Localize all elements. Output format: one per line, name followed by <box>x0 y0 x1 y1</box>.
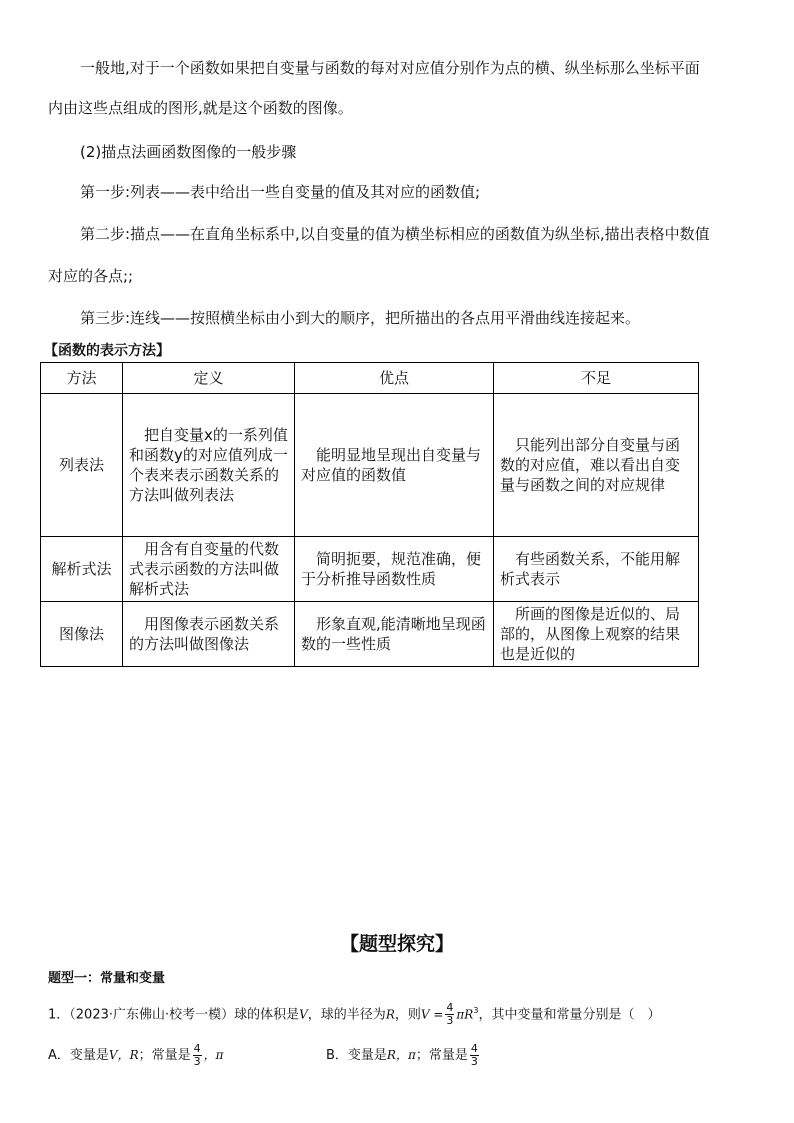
header-method: 方法 <box>41 363 123 394</box>
method-definition: 用图像表示函数关系的方法叫做图像法 <box>123 602 295 667</box>
q1-formula-exp: 3 <box>473 1006 479 1015</box>
method-disadvantage: 所画的图像是近似的、局部的，从图像上观察的结果也是近似的 <box>494 602 699 667</box>
q1-suffix: ，其中变量和常量分别是（ ） <box>478 1007 661 1023</box>
q1-mid2: ，则 <box>394 1007 421 1023</box>
q1-frac-num: 4 <box>446 1001 454 1015</box>
method-definition: 把自变量x的一系列值和函数y的对应值列成一个表来表示函数关系的方法叫做列表法 <box>123 394 295 537</box>
header-advantage: 优点 <box>295 363 494 394</box>
method-definition: 用含有自变量的代数式表示函数的方法叫做解析式法 <box>123 537 295 602</box>
option-b-const-label: ；常量是 <box>415 1048 468 1063</box>
q1-prefix: 1．（2023·广东佛山·校考一模）球的体积是 <box>48 1007 300 1023</box>
option-b-vars: R，π <box>386 1048 416 1062</box>
table-row <box>41 602 699 667</box>
option-a-frac-num: 4 <box>193 1042 201 1055</box>
q1-frac-den: 3 <box>446 1014 454 1028</box>
section-heading: 【题型探究】 <box>339 933 454 955</box>
method-disadvantage: 只能列出部分自变量与函数的对应值，难以看出自变量与函数之间的对应规律 <box>494 394 699 537</box>
option-a-const-label: ；常量是 <box>138 1048 191 1063</box>
step-1: 第一步:列表——表中给出一些自变量的值及其对应的函数值; <box>80 183 481 201</box>
steps-title: (2)描点法画函数图像的一般步骤 <box>80 143 297 161</box>
section-label: 【函数的表示方法】 <box>44 343 170 359</box>
option-b-label: B．变量是 <box>326 1048 387 1063</box>
option-b-fraction <box>470 1043 479 1068</box>
q1-formula-rest: πR <box>456 1007 474 1022</box>
step-3: 第三步:连线——按照横坐标由小到大的顺序，把所描出的各点用平滑曲线连接起来。 <box>80 309 641 327</box>
option-b[interactable] <box>326 1043 481 1068</box>
methods-table <box>40 362 699 667</box>
method-advantage: 形象直观,能清晰地呈现函数的一些性质 <box>295 602 494 667</box>
option-a-label: A．变量是 <box>48 1048 109 1063</box>
option-a-fraction <box>193 1043 202 1068</box>
method-advantage: 能明显地呈现出自变量与对应值的函数值 <box>295 394 494 537</box>
question-type: 题型一：常量和变量 <box>48 971 166 986</box>
option-b-frac-den: 3 <box>470 1055 478 1068</box>
table-row <box>41 394 699 537</box>
method-name: 解析式法 <box>41 537 123 602</box>
q1-var-r: R <box>385 1007 395 1022</box>
option-a-vars: V，R <box>108 1048 139 1062</box>
q1-formula-lhs: V = <box>420 1007 444 1022</box>
method-advantage: 简明扼要，规范准确，便于分析推导函数性质 <box>295 537 494 602</box>
method-disadvantage: 有些函数关系，不能用解析式表示 <box>494 537 699 602</box>
option-a-const-pi: ，π <box>203 1048 224 1062</box>
intro-para1-line2: 内由这些点组成的图形,就是这个函数的图像。 <box>48 99 353 117</box>
table-row <box>41 537 699 602</box>
option-a[interactable] <box>48 1043 224 1068</box>
method-name: 列表法 <box>41 394 123 537</box>
header-disadvantage: 不足 <box>494 363 699 394</box>
header-definition: 定义 <box>123 363 295 394</box>
table-header-row <box>41 363 699 394</box>
option-a-frac-den: 3 <box>193 1055 201 1068</box>
q1-mid1: ，球的半径为 <box>307 1007 386 1023</box>
intro-para1-line1: 一般地,对于一个函数如果把自变量与函数的每对对应值分别作为点的横、纵坐标那么坐标平面 <box>80 59 700 77</box>
q1-fraction <box>445 1002 454 1027</box>
method-name: 图像法 <box>41 602 123 667</box>
option-b-frac-num: 4 <box>470 1042 478 1055</box>
step-2-line2: 对应的各点;; <box>48 267 134 285</box>
question-1-stem <box>48 1002 660 1027</box>
q1-var-v: V <box>299 1007 308 1022</box>
step-2-line1: 第二步:描点——在直角坐标系中,以自变量的值为横坐标相应的函数值为纵坐标,描出表格中数值 <box>80 225 710 243</box>
